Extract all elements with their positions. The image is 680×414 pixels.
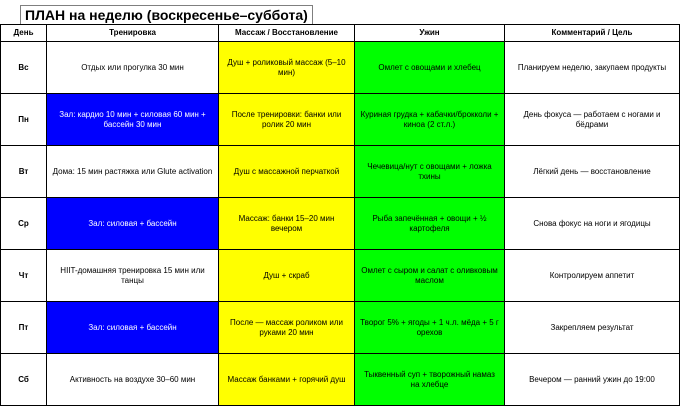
header-training: Тренировка bbox=[47, 25, 219, 42]
comment-cell: Планируем неделю, закупаем продукты bbox=[505, 42, 680, 94]
massage-cell: После — массаж роликом или руками 20 мин bbox=[219, 302, 355, 354]
day-cell: Вс bbox=[1, 42, 47, 94]
table-row bbox=[1, 198, 680, 250]
comment-cell: Контролируем аппетит bbox=[505, 250, 680, 302]
table-row bbox=[1, 302, 680, 354]
header-day: День bbox=[1, 25, 47, 42]
day-cell: Сб bbox=[1, 354, 47, 406]
training-cell: Зал: силовая + бассейн bbox=[47, 302, 219, 354]
training-cell: Дома: 15 мин растяжка или Glute activation bbox=[47, 146, 219, 198]
comment-cell: Вечером — ранний ужин до 19:00 bbox=[505, 354, 680, 406]
training-cell: Зал: кардио 10 мин + силовая 60 мин + бассейн 30 мин bbox=[47, 94, 219, 146]
dinner-cell: Куриная грудка + кабачки/брокколи + киноа (2 ст.л.) bbox=[355, 94, 505, 146]
massage-cell: Душ с массажной перчаткой bbox=[219, 146, 355, 198]
massage-cell: Душ + скраб bbox=[219, 250, 355, 302]
dinner-cell: Омлет с сыром и салат с оливковым маслом bbox=[355, 250, 505, 302]
dinner-cell: Рыба запечённая + овощи + ½ картофеля bbox=[355, 198, 505, 250]
table-row bbox=[1, 94, 680, 146]
massage-cell: Массаж банками + горячий душ bbox=[219, 354, 355, 406]
day-cell: Чт bbox=[1, 250, 47, 302]
header-dinner: Ужин bbox=[355, 25, 505, 42]
training-cell: Активность на воздухе 30–60 мин bbox=[47, 354, 219, 406]
training-cell: Отдых или прогулка 30 мин bbox=[47, 42, 219, 94]
dinner-cell: Омлет с овощами и хлебец bbox=[355, 42, 505, 94]
massage-cell: После тренировки: банки или ролик 20 мин bbox=[219, 94, 355, 146]
table-row bbox=[1, 42, 680, 94]
dinner-cell: Чечевица/нут с овощами + ложка тхины bbox=[355, 146, 505, 198]
comment-cell: День фокуса — работаем с ногами и бёдрами bbox=[505, 94, 680, 146]
table-row bbox=[1, 250, 680, 302]
page-title: ПЛАН на неделю (воскресенье–суббота) bbox=[20, 5, 313, 25]
day-cell: Ср bbox=[1, 198, 47, 250]
comment-cell: Лёгкий день — восстановление bbox=[505, 146, 680, 198]
training-cell: Зал: силовая + бассейн bbox=[47, 198, 219, 250]
weekly-plan-table bbox=[0, 24, 680, 406]
table-header-row bbox=[1, 25, 680, 42]
training-cell: HIIT-домашняя тренировка 15 мин или танцы bbox=[47, 250, 219, 302]
day-cell: Вт bbox=[1, 146, 47, 198]
header-massage: Массаж / Восстановление bbox=[219, 25, 355, 42]
comment-cell: Снова фокус на ноги и ягодицы bbox=[505, 198, 680, 250]
dinner-cell: Творог 5% + ягоды + 1 ч.л. мёда + 5 г орехов bbox=[355, 302, 505, 354]
header-comment: Комментарий / Цель bbox=[505, 25, 680, 42]
table-row bbox=[1, 146, 680, 198]
table-row bbox=[1, 354, 680, 406]
day-cell: Пн bbox=[1, 94, 47, 146]
massage-cell: Душ + роликовый массаж (5–10 мин) bbox=[219, 42, 355, 94]
day-cell: Пт bbox=[1, 302, 47, 354]
massage-cell: Массаж: банки 15–20 мин вечером bbox=[219, 198, 355, 250]
comment-cell: Закрепляем результат bbox=[505, 302, 680, 354]
dinner-cell: Тыквенный суп + творожный намаз на хлебце bbox=[355, 354, 505, 406]
